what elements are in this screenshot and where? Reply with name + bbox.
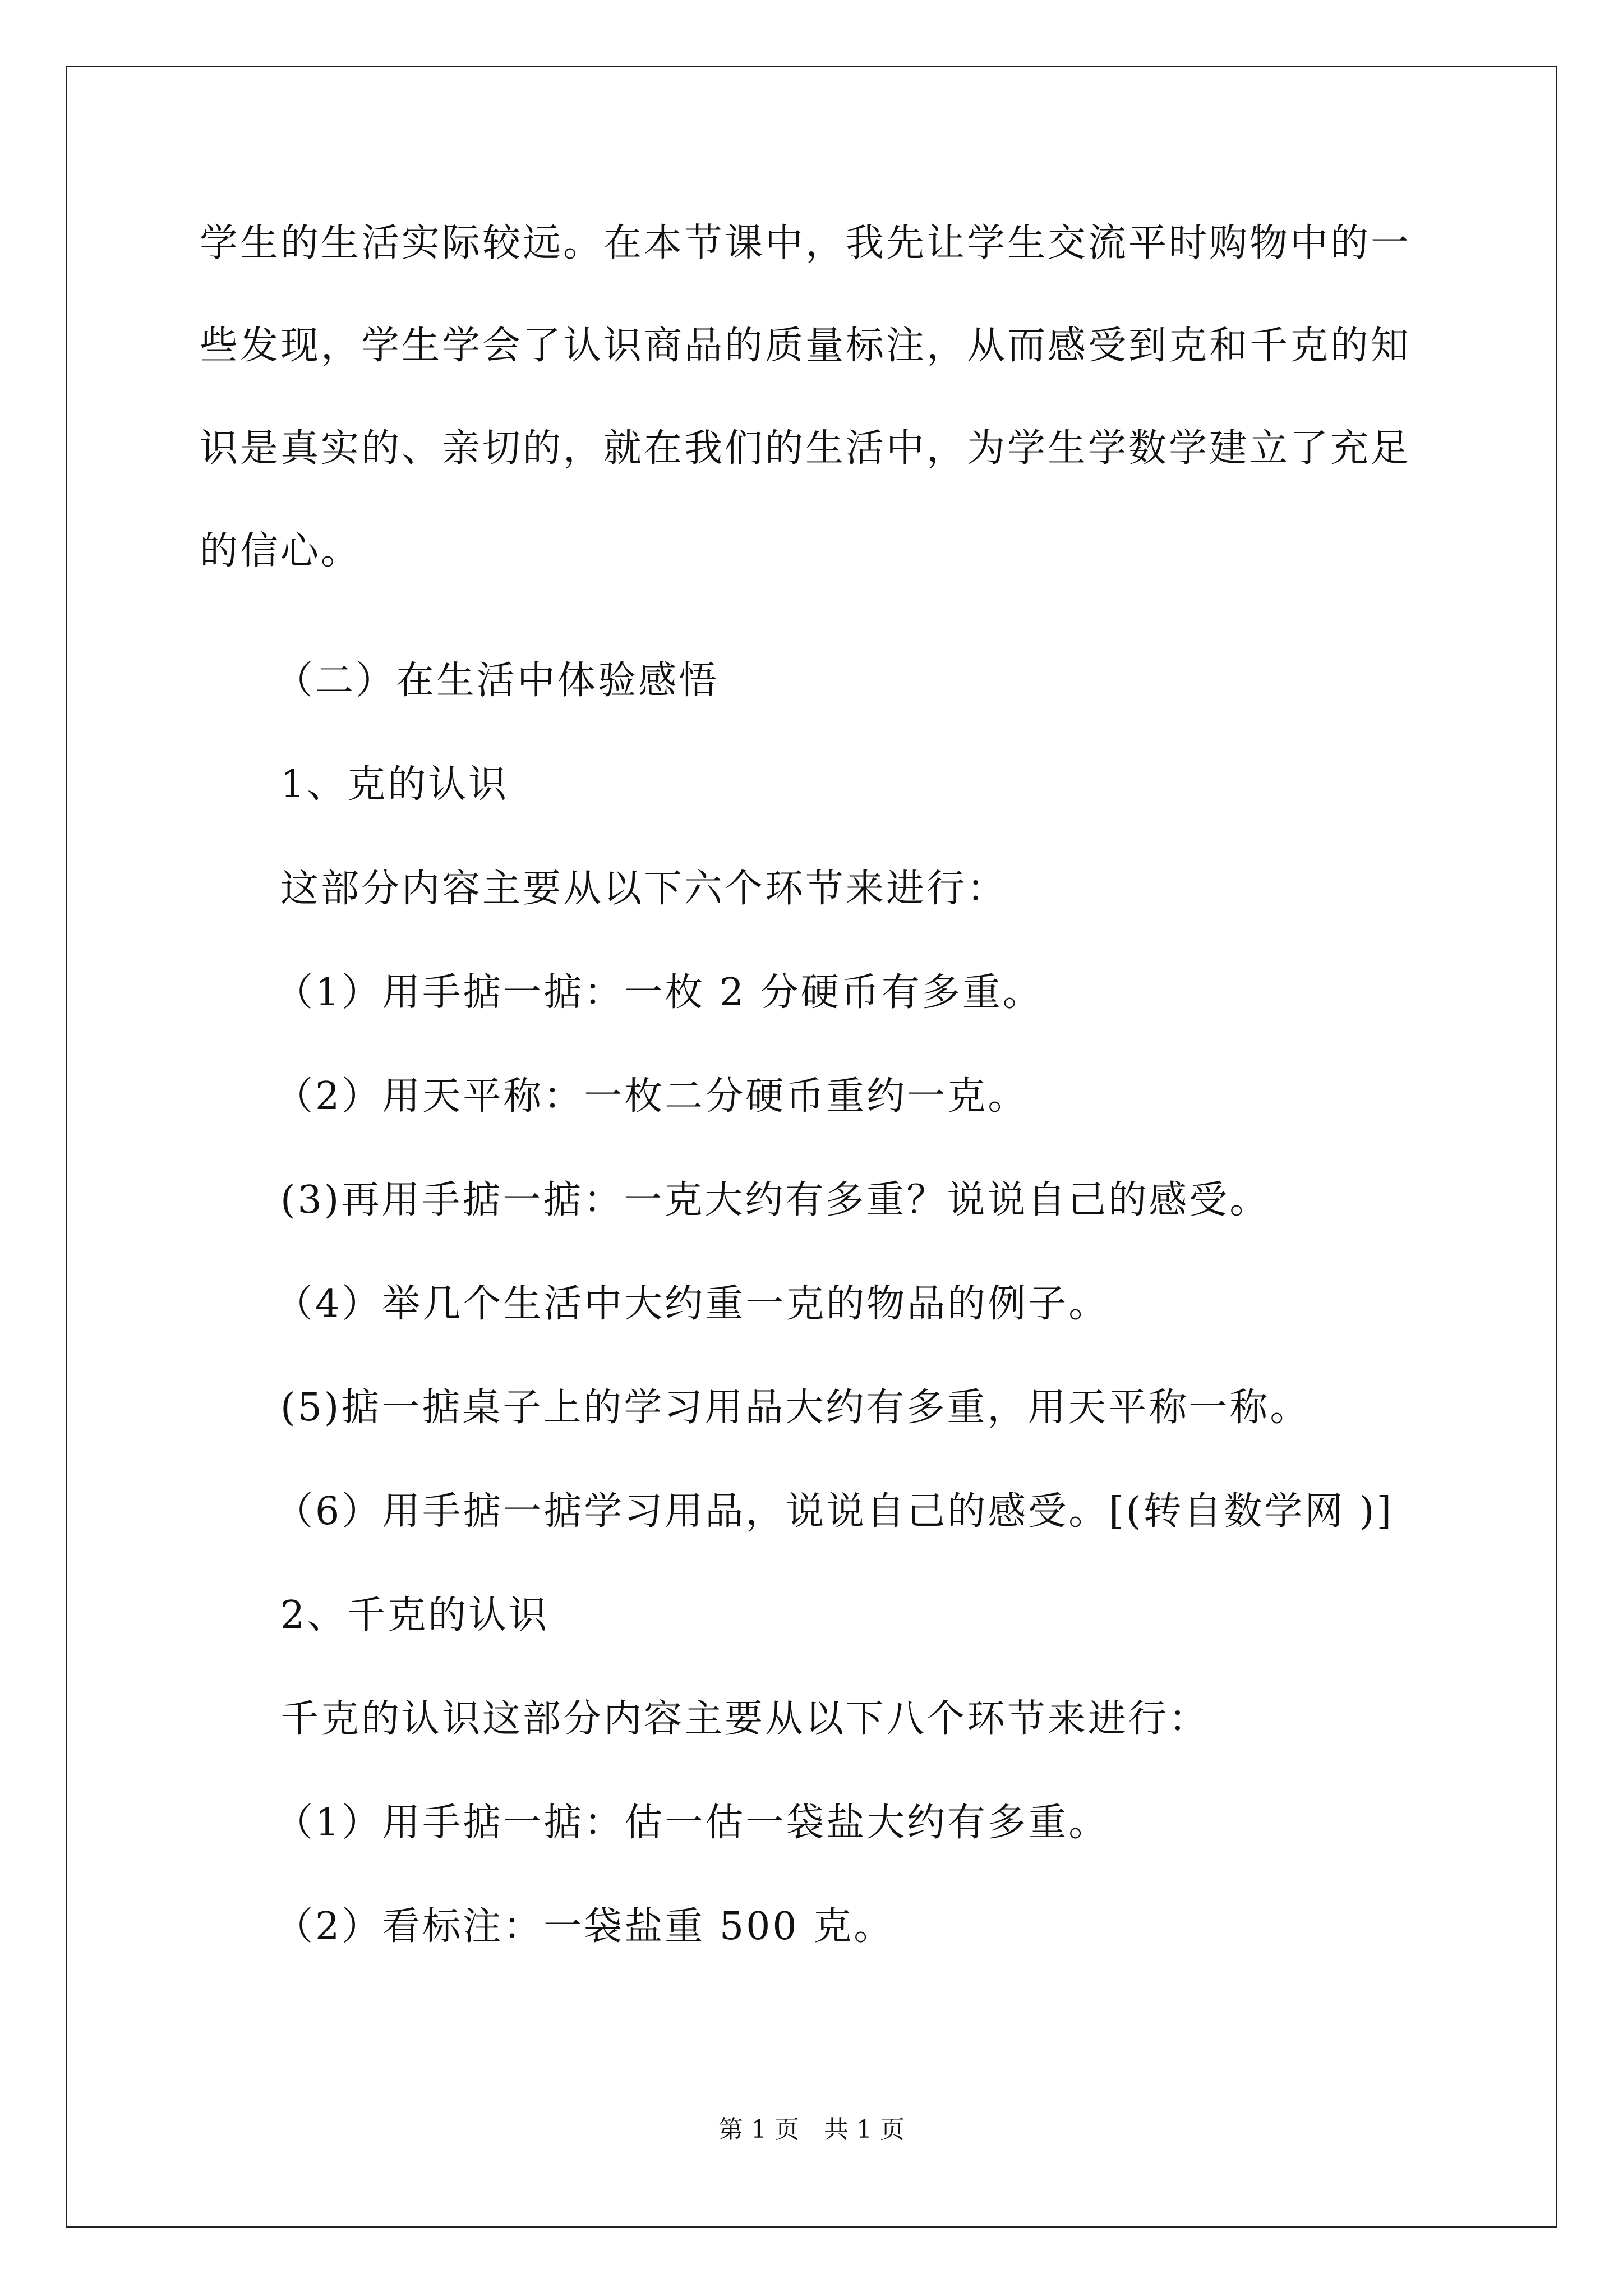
- section-heading: （二）在生活中体验感悟: [275, 659, 720, 703]
- gram-step: （2）用天平称：一枚二分硬币重约一克。: [275, 1074, 1029, 1119]
- paragraph-line: 学生的生活实际较远。在本节课中，我先让学生交流平时购物中的一: [200, 221, 1412, 265]
- kilogram-section-intro: 千克的认识这部分内容主要从以下八个环节来进行：: [280, 1697, 1210, 1741]
- gram-step: （6）用手掂一掂学习用品，说说自己的感受。[(转自数学网 )]: [275, 1489, 1394, 1534]
- gram-step: (5)掂一掂桌子上的学习用品大约有多重，用天平称一称。: [280, 1386, 1311, 1430]
- kilogram-section-heading: 2、千克的认识: [280, 1593, 550, 1637]
- gram-step: （1）用手掂一掂：一枚 2 分硬币有多重。: [275, 970, 1043, 1015]
- paragraph-line: 些发现，学生学会了认识商品的质量标注，从而感受到克和千克的知: [200, 324, 1412, 368]
- paragraph-line: 识是真实的、亲切的，就在我们的生活中，为学生学数学建立了充足: [200, 426, 1412, 471]
- gram-step: (3)再用手掂一掂：一克大约有多重？说说自己的感受。: [280, 1178, 1270, 1222]
- page-footer: 第 1 页 共 1 页: [718, 2115, 905, 2144]
- paragraph-line: 的信心。: [200, 529, 362, 573]
- gram-section-intro: 这部分内容主要从以下六个环节来进行：: [280, 867, 1008, 911]
- gram-step: （4）举几个生活中大约重一克的物品的例子。: [275, 1282, 1109, 1326]
- kilogram-step: （1）用手掂一掂：估一估一袋盐大约有多重。: [275, 1801, 1109, 1845]
- kilogram-step: （2）看标注：一袋盐重 500 克。: [275, 1904, 895, 1949]
- gram-section-heading: 1、克的认识: [280, 762, 509, 807]
- body-paragraph: [200, 221, 1422, 632]
